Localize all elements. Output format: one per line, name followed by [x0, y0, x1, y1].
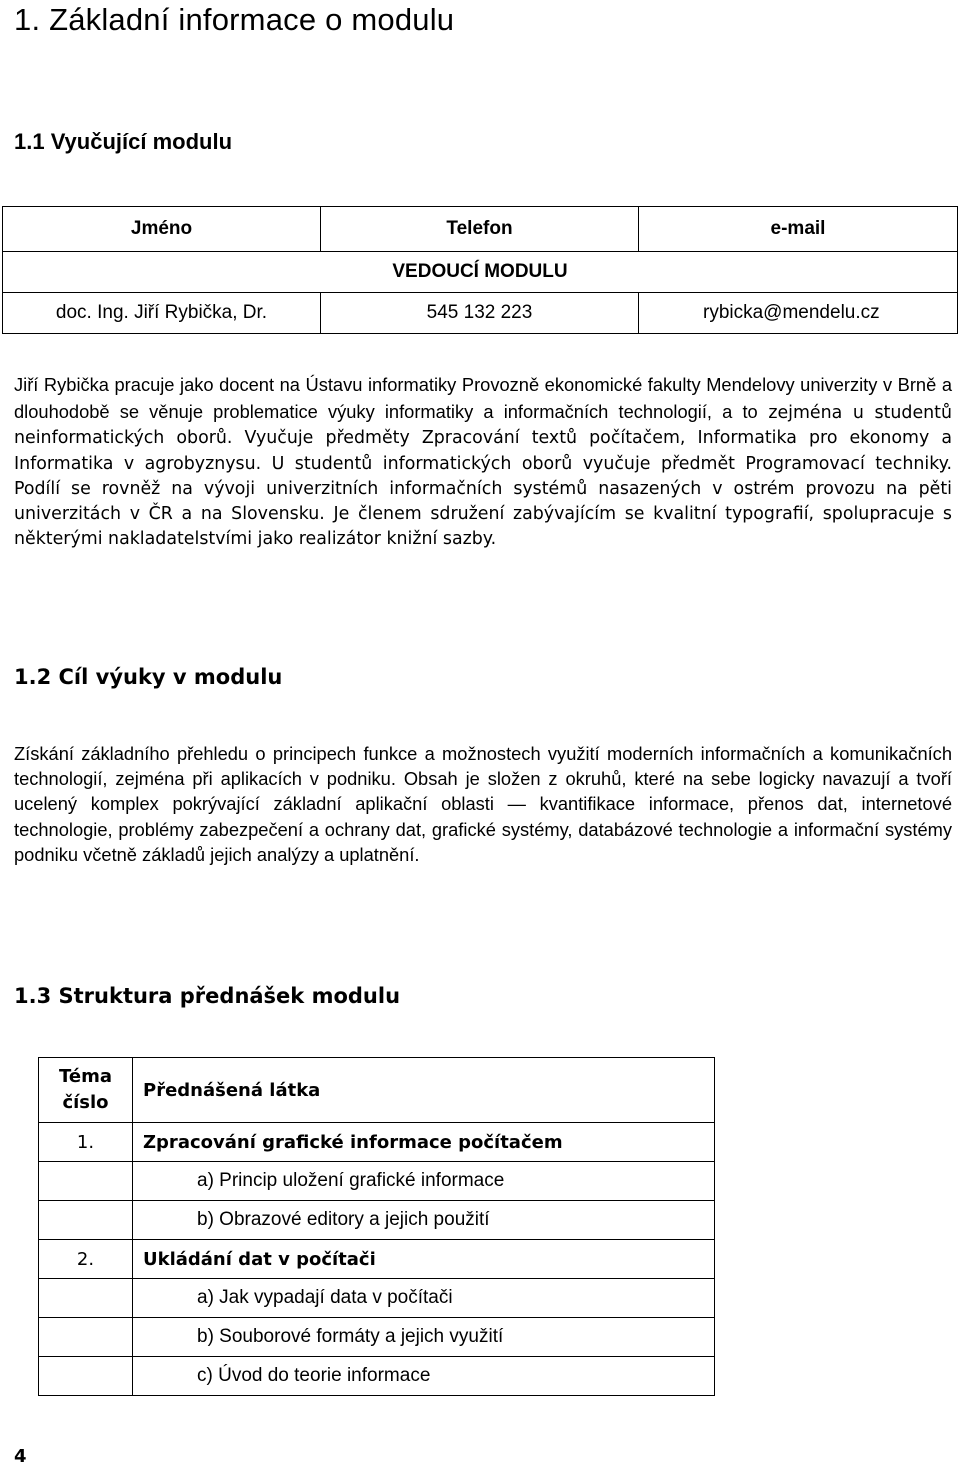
subtopic: a) Princip uložení grafické informace: [133, 1162, 715, 1201]
table-row: [39, 1240, 715, 1279]
column-header-topic-number: Téma číslo: [39, 1058, 133, 1123]
goal-text: Získání základního přehledu o principech funkce a možnostech využití moderních informačních a komunikačních technologií, zejména při aplikacích v podniku. Obsah je složen z okruhů, které na sebe logicky navazují a tvoří ucelený komplex pokrývající základní aplikační oblasti — kvantifikace informace, přenos dat, internetové technologie, problémy zabezpečení a ochrany dat, grafické systémy, databázové technologie a informační systémy podniku včetně základů jejich analýzy a uplatnění.: [14, 743, 952, 865]
table-row: [39, 1201, 715, 1240]
topic-number: [39, 1357, 133, 1396]
page-title: 1. Základní informace o modulu: [14, 2, 455, 37]
column-header-email: e-mail: [639, 207, 958, 252]
section-heading-teachers: 1.1 Vyučující modulu: [14, 129, 233, 154]
column-header-name: Jméno: [3, 207, 321, 252]
teacher-name: doc. Ing. Jiří Rybička, Dr.: [3, 293, 321, 334]
topic-number: [39, 1162, 133, 1201]
topic-title: Zpracování grafické informace počítačem: [133, 1123, 715, 1162]
topic-number: [39, 1279, 133, 1318]
lectures-table: [38, 1057, 715, 1396]
teachers-table: [2, 206, 958, 334]
teacher-phone: 545 132 223: [321, 293, 639, 334]
column-header-lecture-content: Přednášená látka: [133, 1058, 715, 1123]
subtopic: b) Souborové formáty a jejich využití: [133, 1318, 715, 1357]
teacher-bio-part1: Jiří Rybička pracuje jako docent na Ústavu informatiky Provozně ekonomické fakulty Mendelovy univerzity v Brně a dlouhodobě se věnuje problematice výuky informatiky a informačních technologií, a to: [14, 374, 952, 423]
table-row: [3, 293, 958, 334]
table-row: [39, 1162, 715, 1201]
topic-number: 1.: [39, 1123, 133, 1162]
teacher-bio: [14, 372, 952, 552]
section-heading-goal: 1.2 Cíl výuky v modulu: [14, 665, 283, 689]
topic-number: [39, 1201, 133, 1240]
column-header-phone: Telefon: [321, 207, 639, 252]
topic-number: [39, 1318, 133, 1357]
table-row: [39, 1123, 715, 1162]
teacher-bio-part2: zejména u studentů neinformatických oborů. Vyučuje předměty Zpracování textů počítačem, Informatika pro ekonomy a Informatika v agrobyznysu. U studentů informatických oborů vyučuje předmět Programovací techniky. Podílí se rovněž na vývoji univerzitních informačních systémů nasazených v ostrém provozu na pěti univerzitách v ČR a na Slovensku. Je členem sdružení zabývajícím se kvalitní typografií, spolupracuje s některými nakladatelstvími jako realizátor knižní sazby.: [14, 403, 953, 550]
table-row: [39, 1318, 715, 1357]
table-row: [39, 1357, 715, 1396]
teacher-email: rybicka@mendelu.cz: [639, 293, 958, 334]
subtopic: a) Jak vypadají data v počítači: [133, 1279, 715, 1318]
table-row: [39, 1279, 715, 1318]
subtopic: b) Obrazové editory a jejich použití: [133, 1201, 715, 1240]
section-heading-structure: 1.3 Struktura přednášek modulu: [14, 984, 401, 1008]
topic-number: 2.: [39, 1240, 133, 1279]
group-label-module-leader: VEDOUCÍ MODULU: [3, 252, 958, 293]
page-number: 4: [14, 1446, 27, 1467]
subtopic: c) Úvod do teorie informace: [133, 1357, 715, 1396]
topic-title: Ukládání dat v počítači: [133, 1240, 715, 1279]
